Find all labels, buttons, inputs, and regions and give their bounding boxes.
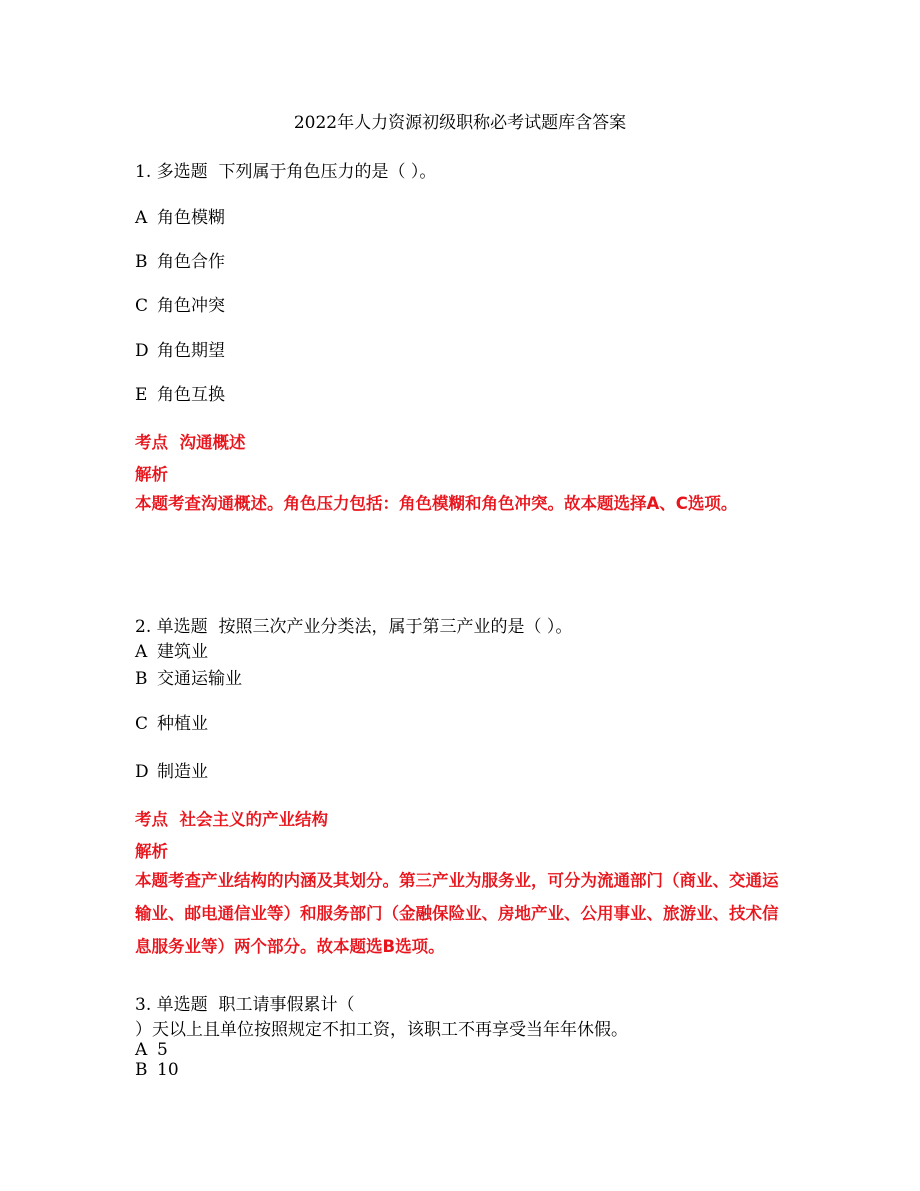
option-letter: A <box>135 1040 148 1060</box>
question-type: 多选题 <box>156 162 208 182</box>
option-text: 种植业 <box>157 714 208 734</box>
question-text: 职工请事假累计（ <box>218 995 355 1015</box>
kaodian-text: 沟通概述 <box>179 433 246 452</box>
option-letter: D <box>135 762 149 782</box>
question-type: 单选题 <box>156 617 208 637</box>
option-letter: C <box>135 714 149 734</box>
kaodian-label: 考点 <box>135 810 168 829</box>
q1-jiexi-text: 本题考查沟通概述。角色压力包括：角色模糊和角色冲突。故本题选择A、C选项。 <box>135 494 738 513</box>
q2-option-c <box>135 709 208 734</box>
q3-option-b <box>135 1060 179 1080</box>
q1-option-c <box>135 291 225 316</box>
option-text: 角色合作 <box>157 252 225 272</box>
q2-option-d <box>135 757 208 782</box>
document-title: 2022年人力资源初级职称必考试题库含答案 <box>293 113 627 133</box>
option-text: 角色冲突 <box>157 296 225 316</box>
q2-jiexi-label: 解析 <box>135 842 168 861</box>
question-3-stem-continued: ）天以上且单位按照规定不扣工资，该职工不再享受当年年休假。 <box>135 1020 628 1040</box>
q3-option-a <box>135 1040 168 1060</box>
question-type: 单选题 <box>156 995 208 1015</box>
question-number: 1. <box>135 162 152 182</box>
option-text: 制造业 <box>157 762 208 782</box>
option-letter: A <box>135 642 148 662</box>
option-letter: E <box>135 385 148 405</box>
option-text: 5 <box>157 1040 168 1060</box>
option-letter: A <box>135 208 148 228</box>
q1-option-a <box>135 203 225 228</box>
question-text: 按照三次产业分类法，属于第三产业的是（ ）。 <box>218 617 573 637</box>
option-text: 角色期望 <box>157 341 225 361</box>
question-2-stem <box>135 612 572 637</box>
option-text: 10 <box>157 1060 179 1080</box>
option-letter: D <box>135 341 149 361</box>
question-text: 下列属于角色压力的是（ ）。 <box>218 162 437 182</box>
q1-kaodian <box>135 429 246 453</box>
q2-kaodian <box>135 806 328 830</box>
question-number: 2. <box>135 617 152 637</box>
option-letter: B <box>135 669 148 689</box>
question-1-stem <box>135 157 436 182</box>
option-letter: C <box>135 296 149 316</box>
q1-jiexi-label: 解析 <box>135 465 168 484</box>
question-number: 3. <box>135 995 152 1015</box>
option-text: 建筑业 <box>157 642 208 662</box>
option-letter: B <box>135 1060 148 1080</box>
q1-option-e <box>135 380 225 405</box>
q1-option-d <box>135 336 225 361</box>
q2-option-b <box>135 664 242 689</box>
option-text: 角色互换 <box>157 385 225 405</box>
q1-option-b <box>135 247 225 272</box>
q2-option-a <box>135 637 208 662</box>
question-3-stem <box>135 990 354 1015</box>
option-text: 角色模糊 <box>157 208 225 228</box>
kaodian-label: 考点 <box>135 433 168 452</box>
option-letter: B <box>135 252 148 272</box>
option-text: 交通运输业 <box>157 669 242 689</box>
q2-jiexi-text: 本题考查产业结构的内涵及其划分。第三产业为服务业，可分为流通部门（商业、交通运输业、邮电通信业等）和服务部门（金融保险业、房地产业、公用事业、旅游业、技术信息服务业等）两个部分。故本题选B选项。 <box>135 871 779 956</box>
kaodian-text: 社会主义的产业结构 <box>179 810 328 829</box>
